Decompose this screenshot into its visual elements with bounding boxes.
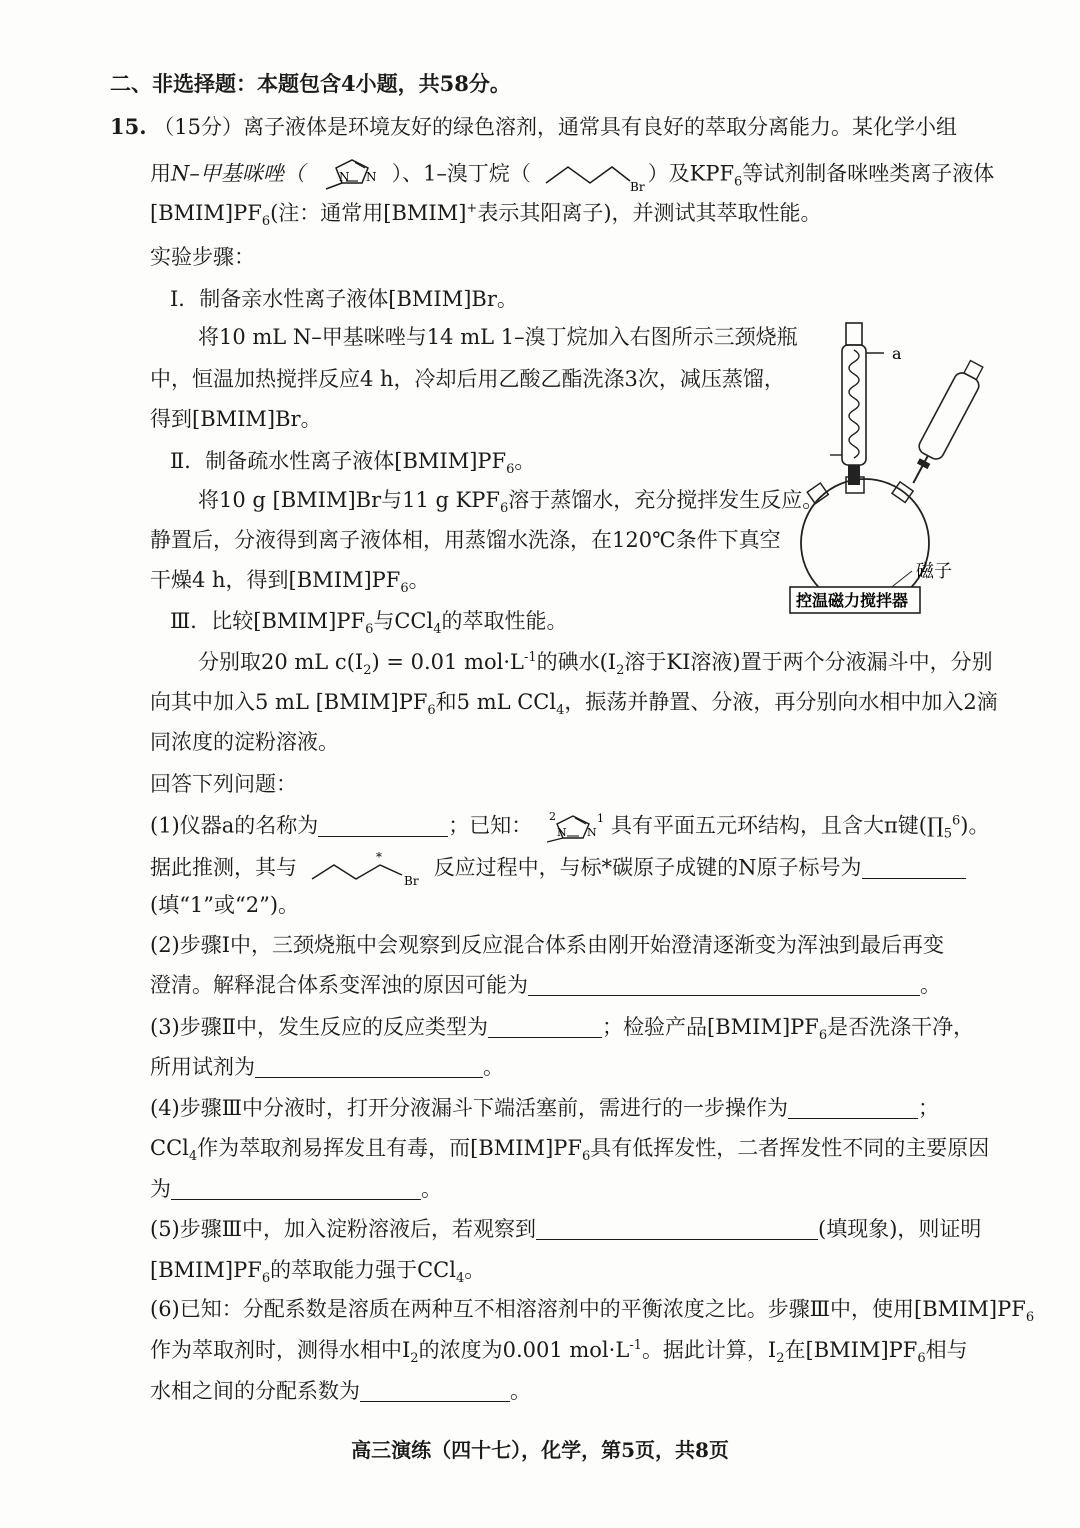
text: Br — [403, 874, 419, 887]
text: 分别取20 mL c(I — [198, 650, 364, 674]
three-neck-flask-apparatus — [780, 315, 990, 615]
text: 6 — [365, 622, 374, 638]
text: 2 — [363, 663, 372, 679]
stirrer-label: 控温磁力搅拌器 — [796, 591, 909, 610]
text: 。 — [483, 1055, 504, 1079]
text: 。 — [510, 1379, 531, 1403]
text: 水相之间的分配系数为 — [150, 1379, 360, 1403]
label-a: a — [892, 344, 902, 363]
q15-intro-line2 — [150, 155, 994, 195]
text: 。 — [408, 568, 430, 592]
text: 在[BMIM]PF — [784, 1338, 918, 1362]
text: -1 — [523, 650, 537, 665]
text: 6 — [261, 214, 271, 230]
text: CCl — [150, 1136, 189, 1160]
bromobutane-starred-structure — [304, 851, 434, 887]
text: 6 — [581, 1149, 591, 1165]
text: 具有低挥发性，二者挥发性不同的主要原因 — [590, 1136, 990, 1160]
text: 具有平面五元环结构，且含大π键(∏ — [610, 813, 944, 838]
text: + — [466, 201, 478, 216]
text: 2 — [776, 1351, 785, 1367]
stirbar-label: 磁子 — [916, 561, 952, 582]
text: 的浓度为0.001 mol·L — [418, 1338, 630, 1362]
text: 4 — [556, 703, 565, 719]
step2-title — [170, 446, 535, 476]
step1-line3: 得到[BMIM]Br。 — [150, 407, 322, 431]
text: 6 — [427, 703, 436, 719]
part5-line1 — [150, 1214, 981, 1244]
step3-line1 — [198, 647, 993, 677]
part1-line2 — [150, 851, 966, 887]
text: [BMIM]PF — [150, 1258, 262, 1282]
step3-line2 — [150, 687, 998, 717]
text: 6 — [400, 581, 409, 597]
step3-line3: 同浓度的淀粉溶液。 — [150, 730, 339, 754]
text: 用 — [150, 161, 171, 186]
text: 作为萃取剂时，测得水相中I — [150, 1338, 411, 1362]
text: -1 — [629, 1338, 642, 1353]
part3-line1 — [150, 1012, 974, 1042]
answer-blank-4a[interactable] — [788, 1098, 918, 1119]
part6-line1 — [150, 1294, 1034, 1324]
text: 6 — [917, 1351, 926, 1367]
page-footer: 高三演练（四十七），化学，第5页，共8页 — [351, 1438, 729, 1462]
text: N — [556, 826, 567, 839]
answer-blank-6[interactable] — [360, 1381, 510, 1402]
text: 的萃取能力强于CCl — [270, 1258, 456, 1282]
text: 2 — [616, 663, 625, 679]
text: N — [365, 170, 377, 184]
text: ）及KPF — [647, 161, 735, 186]
step2-line2: 静置后，分液得到离子液体相，用蒸馏水洗涤，在120℃条件下真空 — [150, 528, 781, 552]
text: Ⅱ．制备疏水性离子液体[BMIM]PF — [170, 449, 507, 473]
text: 4 — [455, 1271, 465, 1287]
text: 6 — [818, 1028, 828, 1044]
text: [BMIM]PF — [150, 201, 262, 225]
text: 溶于蒸馏水，充分搅拌发生反应。 — [508, 488, 824, 512]
answer-blank-1a[interactable] — [318, 816, 448, 837]
q15-intro-text: （15分）离子液体是环境友好的绿色溶剂，通常具有良好的萃取分离能力。某化学小组 — [153, 115, 957, 139]
step2-line1 — [198, 485, 823, 515]
answer-blank-3b[interactable] — [255, 1057, 483, 1078]
bromobutane-structure — [538, 155, 648, 195]
step1-line1: 将10 mL N–甲基咪唑与14 mL 1–溴丁烷加入右图所示三颈烧瓶 — [198, 325, 798, 349]
text: 。 — [514, 449, 536, 473]
text: 是否洗涤干净， — [827, 1015, 975, 1039]
text: (1)仪器a的名称为 — [150, 813, 319, 838]
answer-title: 回答下列问题： — [150, 772, 297, 796]
answer-blank-4b[interactable] — [171, 1179, 421, 1200]
part4-line3 — [150, 1174, 442, 1204]
section-title: 二、非选择题：本题包含4小题，共58分。 — [110, 71, 511, 96]
answer-blank-1b[interactable] — [862, 858, 966, 879]
q15-number: 15. — [110, 114, 147, 139]
text: 作为萃取剂易挥发且有毒，而[BMIM]PF — [197, 1136, 582, 1160]
text: (填现象)，则证明 — [818, 1217, 982, 1241]
text: 反应过程中，与标*碳原子成键的N原子标号为 — [433, 855, 862, 880]
text: 向其中加入5 mL [BMIM]PF — [150, 690, 428, 714]
text: 。 — [920, 973, 941, 997]
text: 表示其阳离子)，并测试其萃取性能。 — [477, 201, 822, 225]
text: )。 — [960, 813, 990, 838]
part1-line1 — [150, 808, 989, 846]
text: Ⅲ．比较[BMIM]PF — [170, 609, 366, 633]
step2-line3 — [150, 565, 430, 595]
text: 澄清。解释混合体系变浑浊的原因可能为 — [150, 973, 528, 997]
text: 干燥4 h，得到[BMIM]PF — [150, 568, 401, 592]
answer-blank-3a[interactable] — [488, 1017, 602, 1038]
text: 2 — [410, 1351, 419, 1367]
text: 6 — [734, 174, 743, 190]
text: 4 — [188, 1149, 198, 1165]
text: 相与 — [925, 1338, 968, 1362]
text: 将10 g [BMIM]Br与11 g KPF — [198, 488, 501, 512]
part5-line2 — [150, 1255, 485, 1285]
steps-title: 实验步骤： — [150, 245, 255, 269]
answer-blank-5[interactable] — [536, 1219, 818, 1240]
text: 为 — [150, 1177, 171, 1201]
text: 6 — [1025, 1310, 1035, 1326]
text: 5 — [943, 826, 952, 842]
text: 2 — [548, 810, 556, 823]
step3-title — [170, 606, 568, 636]
text: 的碘水(I — [536, 650, 617, 674]
part1-line3: (填“1”或“2”)。 — [150, 893, 300, 917]
text: 所用试剂为 — [150, 1055, 255, 1079]
text: ) = 0.01 mol·L — [371, 650, 524, 674]
part6-line2 — [150, 1335, 968, 1365]
step1-title: Ⅰ．制备亲水性离子液体[BMIM]Br。 — [170, 287, 518, 311]
text: 6 — [500, 501, 509, 517]
text: 据此推测，其与 — [150, 855, 297, 880]
text: 。据此计算，I — [641, 1338, 777, 1362]
text: (5)步骤Ⅲ中，加入淀粉溶液后，若观察到 — [150, 1217, 536, 1241]
text: 4 — [433, 622, 442, 638]
text: ；检验产品[BMIM]PF — [602, 1015, 819, 1039]
text: ；已知： — [448, 813, 533, 838]
part6-line3 — [150, 1376, 531, 1406]
step1-line2: 中，恒温加热搅拌反应4 h，冷却后用乙酸乙酯洗涤3次，减压蒸馏， — [150, 367, 785, 391]
text: 等试剂制备咪唑类离子液体 — [742, 161, 995, 186]
text: 。 — [421, 1177, 442, 1201]
part2-line1: (2)步骤Ⅰ中，三颈烧瓶中会观察到反应混合体系由刚开始澄清逐渐变为浑浊到最后再变 — [150, 933, 945, 957]
methylimidazole-structure — [312, 155, 392, 195]
part3-line2 — [150, 1052, 504, 1082]
text: 6 — [951, 813, 961, 829]
text: 6 — [261, 1271, 271, 1287]
text: 溶于KI溶液)置于两个分液漏斗中，分别 — [624, 650, 993, 674]
text: 与CCl — [373, 609, 434, 633]
text: N–甲基咪唑（ — [171, 161, 305, 186]
part4-line1: (4)步骤Ⅲ中分液时，打开分液漏斗下端活塞前，需进行的一步操作为 ； — [150, 1096, 939, 1120]
text: 6 — [506, 462, 515, 478]
text: (6)已知：分配系数是溶质在两种互不相溶溶剂中的平衡浓度之比。步骤Ⅲ中，使用[BMIM]PF — [150, 1297, 1026, 1321]
text: (4)步骤Ⅲ中分液时，打开分液漏斗下端活塞前，需进行的一步操作为 — [150, 1096, 788, 1120]
text: N — [338, 170, 350, 184]
q15-intro-line3 — [150, 198, 822, 228]
text: 和5 mL CCl — [435, 690, 557, 714]
text: (注：通常用[BMIM] — [270, 201, 467, 225]
text: ，振荡并静置、分液，再分别向水相中加入2滴 — [564, 690, 998, 714]
part4-line2 — [150, 1133, 989, 1163]
text: * — [375, 851, 382, 864]
text: 的萃取性能。 — [441, 609, 568, 633]
answer-blank-2[interactable] — [528, 975, 920, 996]
text: 。 — [464, 1258, 486, 1282]
q15-intro-line1 — [110, 112, 957, 142]
imidazole-numbered-structure — [539, 808, 611, 846]
text: N — [586, 826, 597, 839]
text: 1 — [596, 812, 604, 825]
part2-line2 — [150, 970, 941, 1000]
text: Br — [629, 180, 645, 194]
text: ）、1–溴丁烷（ — [391, 161, 531, 186]
text: (3)步骤Ⅱ中，发生反应的反应类型为 — [150, 1015, 489, 1039]
